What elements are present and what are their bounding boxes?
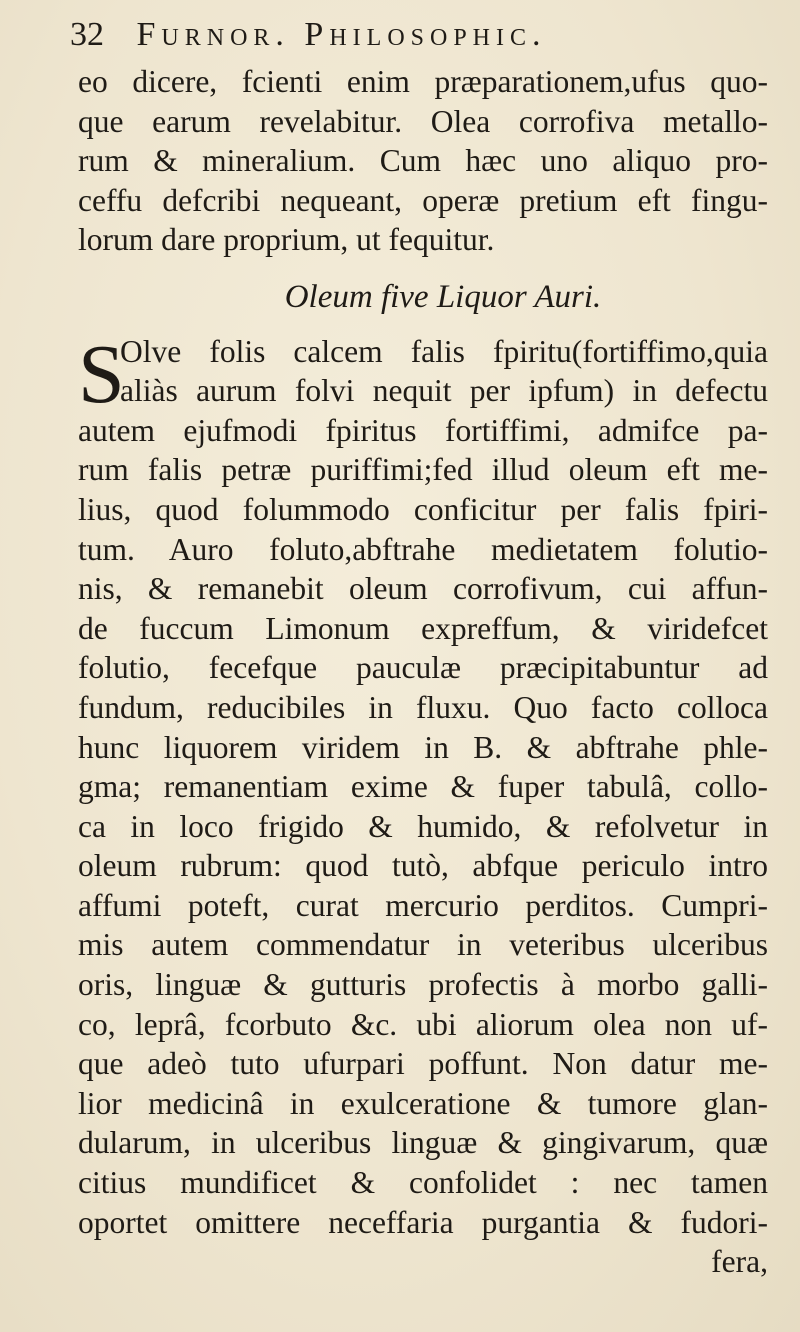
text-line: Olve folis calcem falis fpiritu(fortiffimo,quia <box>120 333 768 369</box>
text-line: oleum rubrum: quod tutò, abfque periculo intro <box>78 848 768 884</box>
running-header <box>70 16 760 66</box>
text-line: gma; remanentiam exime & fuper tabulâ, collo- <box>78 769 768 805</box>
text-line: nis, & remanebit oleum corrofivum, cui affun- <box>78 571 768 607</box>
text-line: hunc liquorem viridem in B. & abftrahe phle- <box>78 729 768 765</box>
catchword: fera, <box>711 1244 768 1280</box>
text-line: rum falis petræ puriffimi;fed illud oleum eft me- <box>78 452 768 488</box>
text-line: eo dicere, fcienti enim præparationem,ufus quo- <box>78 64 768 99</box>
text-line: rum & mineralium. Cum hæc uno aliquo pro- <box>78 143 768 179</box>
text-line: ceffu defcribi nequeant, operæ pretium eft fingu- <box>78 182 768 218</box>
text-line: aliàs aurum folvi nequit per ipfum) in defectu <box>120 373 768 409</box>
text-line: lius, quod folummodo conficitur per falis fpiri- <box>78 491 768 527</box>
text-line: que adeò tuto ufurpari poffunt. Non datur me- <box>78 1046 768 1082</box>
section-subtitle: Oleum five Liquor Auri. <box>284 278 602 315</box>
text-line: autem ejufmodi fpiritus fortiffimi, admifce pa- <box>78 412 768 448</box>
paragraph-1 <box>78 62 768 260</box>
page-number: 32 <box>70 16 104 53</box>
text-line: oportet omittere neceffaria purgantia & fudori- <box>78 1204 768 1240</box>
text-line: tum. Auro foluto,abftrahe medietatem folutio- <box>78 531 768 567</box>
text-line: fundum, reducibiles in fluxu. Quo facto colloca <box>78 689 768 725</box>
body-text <box>78 62 768 1282</box>
text-line: mis autem commendatur in veteribus ulceribus <box>78 927 768 963</box>
text-line: affumi poteft, curat mercurio perditos. Cumpri- <box>78 887 768 923</box>
drop-cap-letter: S <box>78 327 125 421</box>
text-line: que earum revelabitur. Olea corrofiva metallo- <box>78 103 768 139</box>
text-line: ca in loco frigido & humido, & refolvetur in <box>78 808 768 844</box>
text-line: folutio, fecefque pauculæ præcipitabuntur ad <box>78 650 768 686</box>
text-line: lorum dare proprium, ut fequitur. <box>78 222 495 258</box>
paragraph-2 <box>78 327 768 1243</box>
text-line: de fuccum Limonum expreffum, & viridefcet <box>78 610 768 646</box>
text-line: oris, linguæ & gutturis profectis à morbo galli- <box>78 967 768 1003</box>
text-line: citius mundificet & confolidet : nec tamen <box>78 1165 768 1201</box>
text-line: lior medicinâ in exulceratione & tumore glan- <box>78 1085 768 1121</box>
running-title: Furnor. Philosophic. <box>136 16 547 53</box>
text-line: dularum, in ulceribus linguæ & gingivarum, quæ <box>78 1125 768 1161</box>
text-line: co, leprâ, fcorbuto &c. ubi aliorum olea non uf- <box>78 1006 768 1042</box>
